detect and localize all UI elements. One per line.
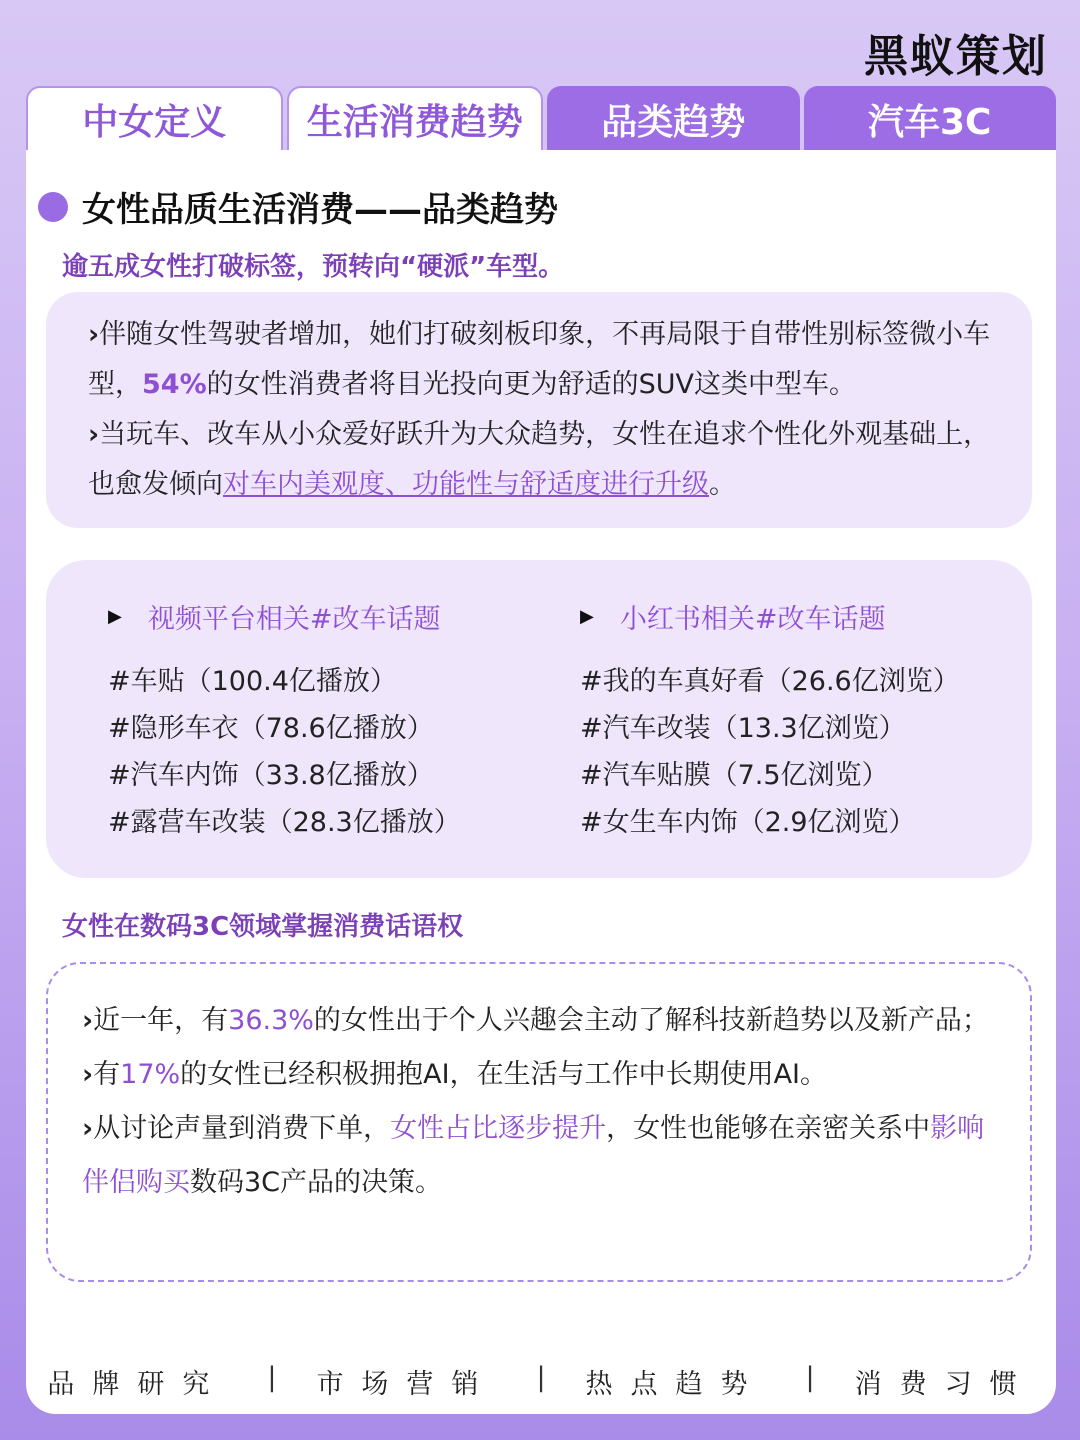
footer-separator: | xyxy=(536,1362,546,1393)
section-title xyxy=(38,182,558,231)
car-paragraph-1: ›伴随女性驾驶者增加，她们打破刻板印象，不再局限于自带性别标签微小车型，54%的女性消费者将目光投向更为舒适的SUV这类中型车。 xyxy=(88,319,991,400)
list-item: #露营车改装（28.3亿播放） xyxy=(108,807,461,838)
partner-influence-highlight: 影响伴侣购买 xyxy=(82,1113,985,1198)
car-insight-box xyxy=(46,292,1032,528)
video-topics-heading: ▶ 视频平台相关#改车话题 xyxy=(108,603,441,635)
car-subtitle: 逾五成女性打破标签，预转向“硬派”车型。 xyxy=(62,252,565,282)
footer-tag-market-marketing: 市场营销 xyxy=(316,1369,497,1400)
content-card xyxy=(26,150,1056,1414)
tab-category-trend[interactable]: 品类趋势 xyxy=(547,86,800,152)
digital-line-2: ›有17%的女性已经积极拥抱AI，在生活与工作中长期使用AI。 xyxy=(82,1059,828,1090)
list-item: #我的车真好看（26.6亿浏览） xyxy=(580,666,960,697)
upgrade-highlight: 对车内美观度、功能性与舒适度进行升级 xyxy=(223,469,709,500)
footer-tag-hot-trends: 热点趋势 xyxy=(585,1369,766,1400)
list-item: #女生车内饰（2.9亿浏览） xyxy=(580,807,916,838)
list-item: #汽车贴膜（7.5亿浏览） xyxy=(580,760,889,791)
footer-separator: | xyxy=(267,1362,277,1393)
digital-line-3: ›从讨论声量到消费下单，女性占比逐步提升，女性也能够在亲密关系中影响伴侣购买数码3C产品的决策。 xyxy=(82,1113,985,1198)
section-title-text: 女性品质生活消费——品类趋势 xyxy=(82,190,558,230)
footer-tags xyxy=(26,1362,1056,1401)
car-paragraph-2: ›当玩车、改车从小众爱好跃升为大众趋势，女性在追求个性化外观基础上，也愈发倾向对车内美观度、功能性与舒适度进行升级。 xyxy=(88,419,991,500)
footer-tag-consumer-habits: 消费习惯 xyxy=(854,1369,1035,1400)
female-share-highlight: 女性占比逐步提升 xyxy=(390,1113,607,1144)
list-item: #隐形车衣（78.6亿播放） xyxy=(108,713,434,744)
tab-car-3c[interactable]: 汽车3C xyxy=(804,86,1057,152)
chevron-right-icon: › xyxy=(88,319,100,350)
tab-lifestyle-trend[interactable]: 生活消费趋势 xyxy=(287,86,544,152)
video-topics-list xyxy=(108,658,461,846)
topics-box xyxy=(46,560,1032,878)
tab-definition[interactable]: 中女定义 xyxy=(26,86,283,152)
stat-17: 17% xyxy=(120,1059,181,1090)
bullet-dot-icon xyxy=(38,192,68,222)
list-item: #汽车改装（13.3亿浏览） xyxy=(580,713,906,744)
play-triangle-icon: ▶ xyxy=(580,605,594,627)
xhs-topics-list xyxy=(580,658,960,846)
chevron-right-icon: › xyxy=(82,1113,94,1144)
digital-insight-box xyxy=(46,962,1032,1282)
list-item: #汽车内饰（33.8亿播放） xyxy=(108,760,434,791)
chevron-right-icon: › xyxy=(82,1059,94,1090)
play-triangle-icon: ▶ xyxy=(108,605,122,627)
footer-separator: | xyxy=(805,1362,815,1393)
chevron-right-icon: › xyxy=(88,419,100,450)
xhs-topics-heading: ▶ 小红书相关#改车话题 xyxy=(580,603,886,635)
video-topics-column xyxy=(108,594,461,846)
tab-bar xyxy=(26,86,1056,152)
brand-logo-text: 黑蚁策划 xyxy=(864,31,1048,82)
stat-54: 54% xyxy=(142,369,207,400)
chevron-right-icon: › xyxy=(82,1005,94,1036)
list-item: #车贴（100.4亿播放） xyxy=(108,666,397,697)
digital-line-1: ›近一年，有36.3%的女性出于个人兴趣会主动了解科技新趋势以及新产品； xyxy=(82,1005,989,1036)
xhs-topics-column xyxy=(580,594,960,846)
stat-36-3: 36.3% xyxy=(228,1005,314,1036)
digital-subtitle: 女性在数码3C领域掌握消费话语权 xyxy=(62,912,464,942)
footer-tag-brand-research: 品牌研究 xyxy=(47,1369,228,1400)
